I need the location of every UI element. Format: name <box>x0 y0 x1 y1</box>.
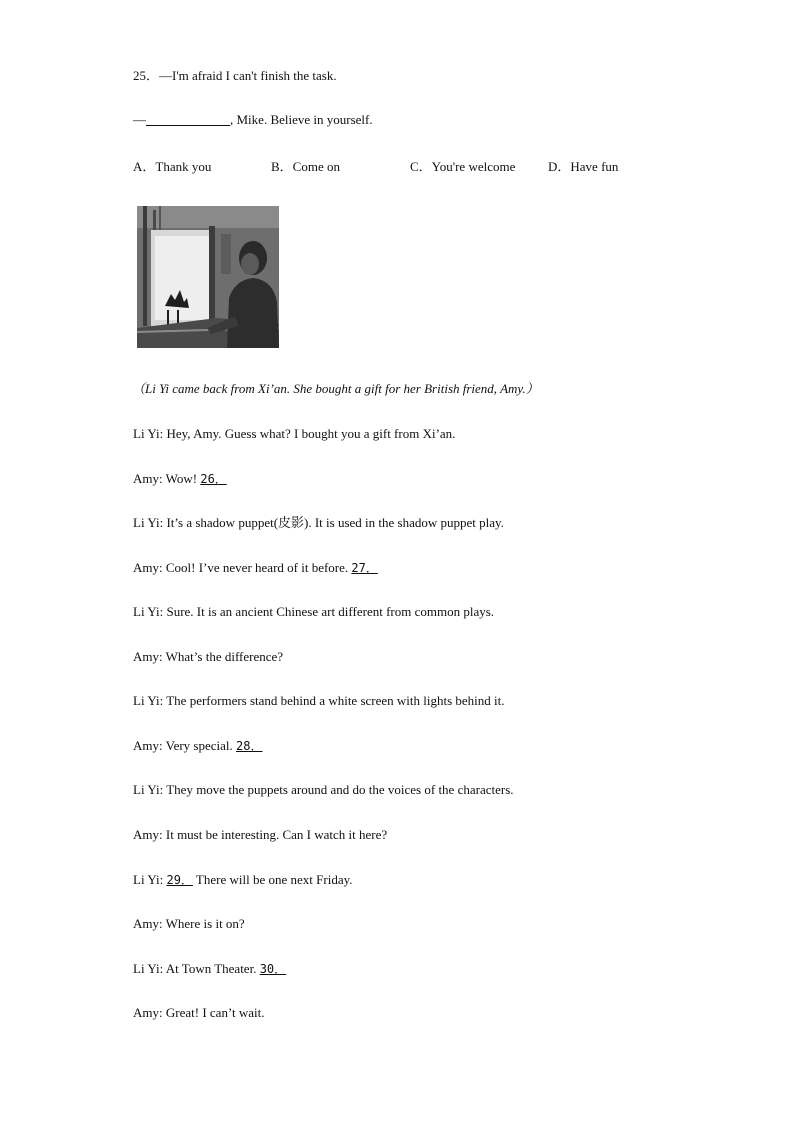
dialogue-text: Cool! I’ve never heard of it before. <box>165 560 352 575</box>
dialogue-line <box>133 692 505 710</box>
blank-29[interactable]: 29． <box>166 873 193 887</box>
dialogue-text: There will be one next Friday. <box>192 872 353 887</box>
option-letter: C． <box>410 159 432 174</box>
dialogue-text: They move the puppets around and do the voices of the characters. <box>166 782 514 797</box>
dialogue-text: Hey, Amy. Guess what? I bought you a gift from Xi’an. <box>166 426 456 441</box>
dialogue-text: What’s the difference? <box>165 649 284 664</box>
blank-27[interactable]: 27． <box>351 561 378 575</box>
option-a[interactable] <box>133 156 211 175</box>
dialogue-text: Very special. <box>165 738 237 753</box>
speaker-name: Li Yi: <box>133 782 164 797</box>
speaker-name: Li Yi: <box>133 961 164 976</box>
option-c[interactable] <box>410 156 515 175</box>
question-25-prompt: 25．—I'm afraid I can't finish the task. <box>133 68 337 83</box>
option-letter: D． <box>548 159 571 174</box>
dialogue-line <box>133 559 378 577</box>
dialogue-line <box>133 781 514 799</box>
option-text: You're welcome <box>431 159 516 174</box>
dialogue-line <box>133 871 353 889</box>
option-text: Have fun <box>570 159 619 174</box>
speaker-name: Amy: <box>133 1005 163 1020</box>
dialogue-text: At Town Theater. <box>165 961 260 976</box>
option-letter: B． <box>271 159 293 174</box>
dialogue-line <box>133 425 455 443</box>
dialogue-intro: （Li Yi came back from Xi’an. She bought a gift for her British friend, Amy.） <box>132 381 539 396</box>
dialogue-line <box>133 737 262 755</box>
dialogue-line <box>133 1004 265 1022</box>
dialogue-text: It must be interesting. Can I watch it here? <box>165 827 388 842</box>
blank-28[interactable]: 28． <box>236 739 263 753</box>
dialogue-line <box>133 470 227 488</box>
dialogue-text: Great! I can’t wait. <box>165 1005 265 1020</box>
dialogue-line <box>133 648 283 666</box>
dialogue-line <box>133 960 286 978</box>
speaker-name: Amy: <box>133 471 163 486</box>
blank-30[interactable]: 30． <box>259 962 287 976</box>
option-d[interactable] <box>548 156 618 175</box>
answer-blank[interactable] <box>146 112 230 126</box>
shadow-puppet-photo <box>137 206 279 348</box>
speaker-name: Amy: <box>133 827 163 842</box>
option-text: Come on <box>292 159 340 174</box>
speaker-name: Amy: <box>133 916 163 931</box>
response-prefix: — <box>133 112 146 127</box>
dialogue-text: The performers stand behind a white screen with lights behind it. <box>166 693 505 708</box>
dialogue-line <box>133 826 387 844</box>
speaker-name: Amy: <box>133 649 163 664</box>
shadow-puppet-photo-graphic <box>137 206 279 348</box>
dialogue-text: Wow! <box>165 471 201 486</box>
dialogue-line <box>133 514 504 532</box>
speaker-name: Li Yi: <box>133 604 164 619</box>
speaker-name: Li Yi: <box>133 515 164 530</box>
option-b[interactable] <box>271 156 340 175</box>
speaker-name: Amy: <box>133 560 163 575</box>
question-25-response <box>133 111 373 129</box>
dialogue-line <box>133 915 245 933</box>
dialogue-text: It’s a shadow puppet(皮影). It is used in the shadow puppet play. <box>166 515 504 530</box>
speaker-name: Li Yi: <box>133 693 164 708</box>
dialogue-text: Sure. It is an ancient Chinese art different from common plays. <box>166 604 495 619</box>
response-suffix: , Mike. Believe in yourself. <box>230 112 373 127</box>
speaker-name: Li Yi: <box>133 872 164 887</box>
blank-26[interactable]: 26． <box>200 472 227 486</box>
speaker-name: Li Yi: <box>133 426 164 441</box>
speaker-name: Amy: <box>133 738 163 753</box>
dialogue-text: Where is it on? <box>165 916 245 931</box>
option-letter: A． <box>133 159 156 174</box>
dialogue-line <box>133 603 494 621</box>
option-text: Thank you <box>155 159 212 174</box>
